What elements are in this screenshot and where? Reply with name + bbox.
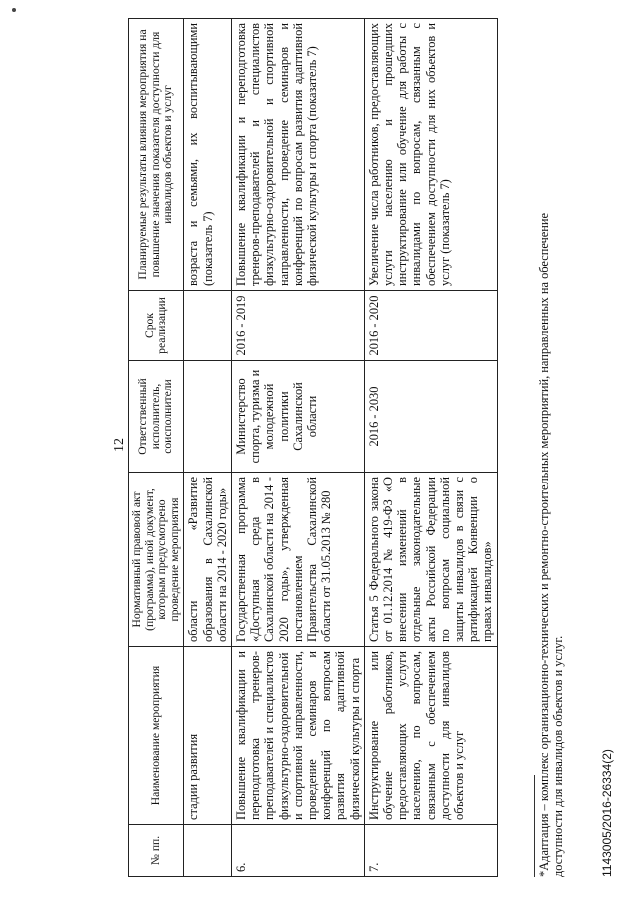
table-header-row xyxy=(129,19,184,877)
header-term: Срок реализации xyxy=(129,291,184,361)
cell-responsible: Министерство спорта, туризма и молодежной политики Сахалинской области xyxy=(231,361,364,473)
table-row xyxy=(364,19,497,877)
cell-act: области «Развитие образования в Сахалинской области на 2014 - 2020 годы» xyxy=(184,473,232,647)
cell-name: стадии развития xyxy=(184,647,232,825)
header-responsible: Ответственный исполнитель, соисполнители xyxy=(129,361,184,473)
cell-responsible xyxy=(184,361,232,473)
cell-term xyxy=(184,291,232,361)
footnote-divider xyxy=(534,775,535,877)
cell-name: Повышение квалификации и переподготовка тренеров-преподавателей и специалистов физкультурно-оздоровительной и спортивной направленности, проведение семинаров и конференций по вопросам развития адаптивной физической культуры и спорта xyxy=(231,647,364,825)
cell-act: Статья 5 Федерального закона от 01.12.2014 № 419-ФЗ «О внесении изменений в отдельные законодательные акты Российской Федерации по вопросам социальной защиты инвалидов в связи с ратификацией Конвенции о правах инвалидов» xyxy=(364,473,497,647)
header-result: Планируемые результаты влияния мероприятия на повышение значения показателя доступности для инвалидов объектов и услуг xyxy=(129,19,184,291)
header-name: Наименование мероприятия xyxy=(129,647,184,825)
cell-result: Увеличение числа работников, предоставляющих услуги населению и прошедших инструктирование или обучение для работы с инвалидами по вопросам, связанным с обеспечением доступности для них объектов и услуг (показатель 7) xyxy=(364,19,497,291)
cell-act: Государственная программа «Доступная среда в Сахалинской области на 2014 - 2020 годы», утвержденная постановлением Правительства Сахалинской области от 31.05.2013 № 280 xyxy=(231,473,364,647)
table-row xyxy=(231,19,364,877)
document-id: 1143005/2016-26334(2) xyxy=(600,749,614,877)
cell-num: 7. xyxy=(364,825,497,877)
cell-responsible: 2016 - 2030 xyxy=(364,361,497,473)
table-row xyxy=(184,19,232,877)
cell-term: 2016 - 2019 xyxy=(231,291,364,361)
cell-name: Инструктирование или обучение работников, предоставляющих услуги населению, по вопросам, связанным с обеспечением доступности для инвалидов объектов и услуг xyxy=(364,647,497,825)
header-act: Нормативный правовой акт (программа), иной документ, которым предусмотрено проведение мероприятия xyxy=(129,473,184,647)
cell-result: Повышение квалификации и переподготовка тренеров-преподавателей и специалистов физкультурно-оздоровительной и спортивной направленности, проведение семинаров и конференций по вопросам развития адаптивной физической культуры и спорта (показатель 7) xyxy=(231,19,364,291)
cell-num xyxy=(184,825,232,877)
measures-table xyxy=(128,18,498,877)
cell-result: возраста и семьями, их воспитывающими (показатель 7) xyxy=(184,19,232,291)
cell-term: 2016 - 2020 xyxy=(364,291,497,361)
page-number: 12 xyxy=(112,438,127,452)
header-num: № пп. xyxy=(129,825,184,877)
cell-num: 6. xyxy=(231,825,364,877)
footnote: *Адаптация – комплекс организационно-технических и ремонтно-строительных мероприятий, направленных на обеспечение доступности для инвалидов объектов и услуг. xyxy=(537,212,565,877)
